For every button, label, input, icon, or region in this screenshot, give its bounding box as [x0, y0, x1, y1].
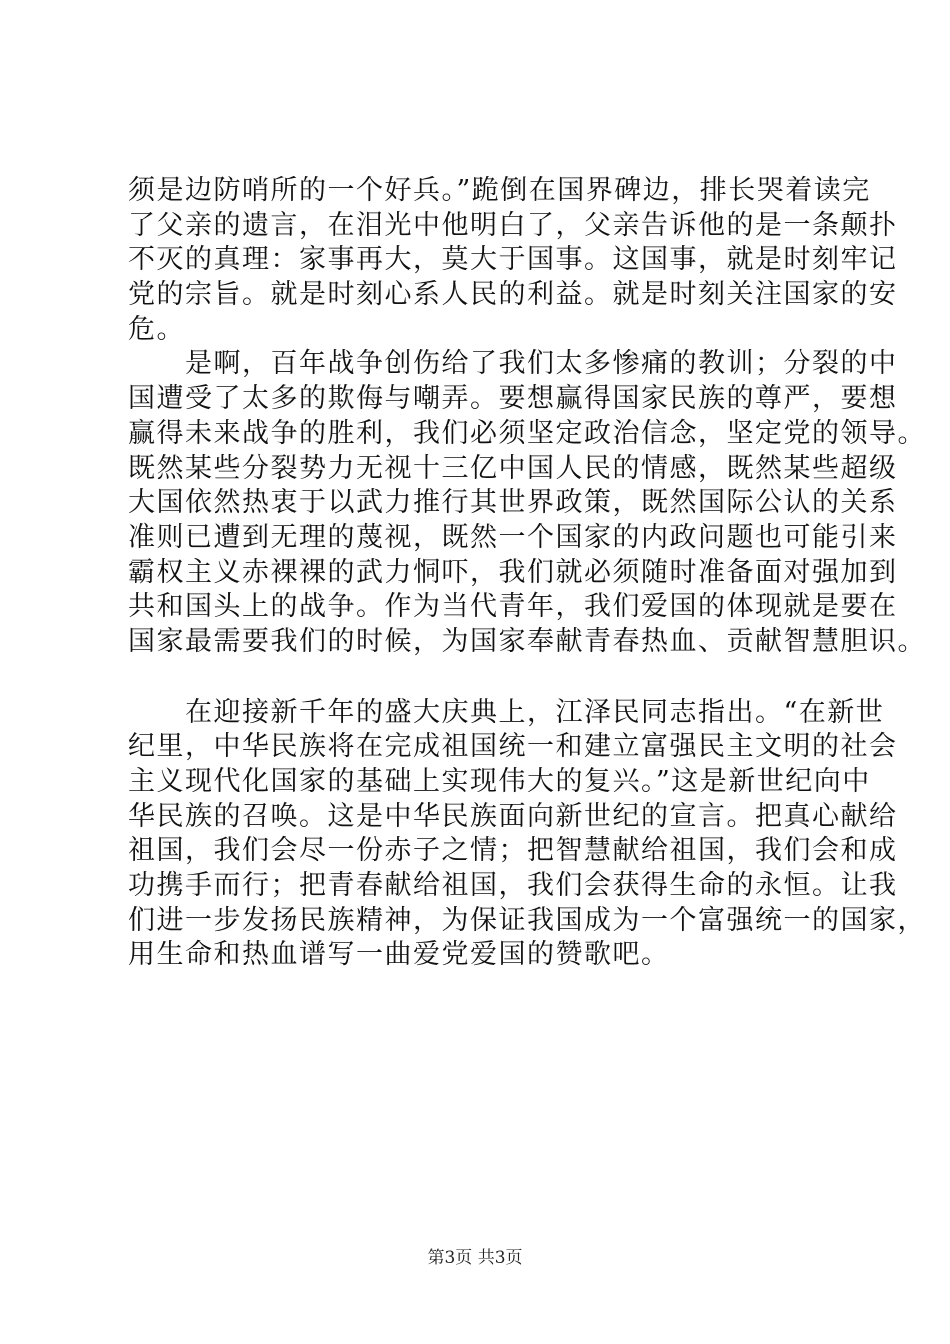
text-line: 纪里，中华民族将在完成祖国统一和建立富强民主文明的社会	[128, 731, 898, 763]
text-line: 功携手而行；把青春献给祖国，我们会获得生命的永恒。让我	[128, 870, 898, 902]
text-line: 祖国，我们会尽一份赤子之情；把智慧献给祖国，我们会和成	[128, 835, 898, 867]
text-line: 霸权主义赤裸裸的武力恫吓，我们就必须随时准备面对强加到	[128, 556, 898, 588]
page-footer: 第3页 共3页	[427, 1248, 523, 1268]
text-line: 准则已遭到无理的蔑视，既然一个国家的内政问题也可能引来	[128, 521, 898, 553]
text-line: 须是边防哨所的一个好兵。”跪倒在国界碑边，排长哭着读完	[128, 175, 871, 206]
text-line: 在迎接新千年的盛大庆典上，江泽民同志指出。“在新世	[128, 696, 885, 728]
paragraph-3	[128, 696, 926, 974]
text-line: 主义现代化国家的基础上实现伟大的复兴。”这是新世纪向中	[128, 766, 871, 797]
text-line: 大国依然热衷于以武力推行其世界政策，既然国际公认的关系	[128, 487, 898, 519]
text-line: 华民族的召唤。这是中华民族面向新世纪的宣言。把真心献给	[128, 800, 898, 832]
text-line: 了父亲的遗言，在泪光中他明白了，父亲告诉他的是一条颠扑	[128, 209, 898, 241]
text-line: 们进一步发扬民族精神，为保证我国成为一个富强统一的国家，	[128, 904, 926, 936]
text-line: 国遭受了太多的欺侮与嘲弄。要想赢得国家民族的尊严，要想	[128, 383, 898, 415]
text-line: 党的宗旨。就是时刻心系人民的利益。就是时刻关注国家的安	[128, 279, 898, 311]
paragraph-2	[128, 347, 926, 659]
text-line: 不灭的真理：家事再大，莫大于国事。这国事，就是时刻牢记	[128, 244, 898, 276]
text-line: 用生命和热血谱写一曲爱党爱国的赞歌吧。	[128, 939, 670, 971]
text-line: 危。	[128, 313, 185, 345]
text-line: 赢得未来战争的胜利，我们必须坚定政治信念，坚定党的领导。	[128, 417, 926, 449]
paragraph-spacer	[128, 660, 848, 696]
text-line: 共和国头上的战争。作为当代青年，我们爱国的体现就是要在	[128, 591, 898, 623]
document-body	[128, 174, 926, 973]
paragraph-1	[128, 174, 898, 347]
text-line: 是啊，百年战争创伤给了我们太多惨痛的教训；分裂的中	[128, 348, 898, 380]
text-line: 国家最需要我们的时候，为国家奉献青春热血、贡献智慧胆识。	[128, 625, 926, 657]
text-line: 既然某些分裂势力无视十三亿中国人民的情感，既然某些超级	[128, 452, 898, 484]
